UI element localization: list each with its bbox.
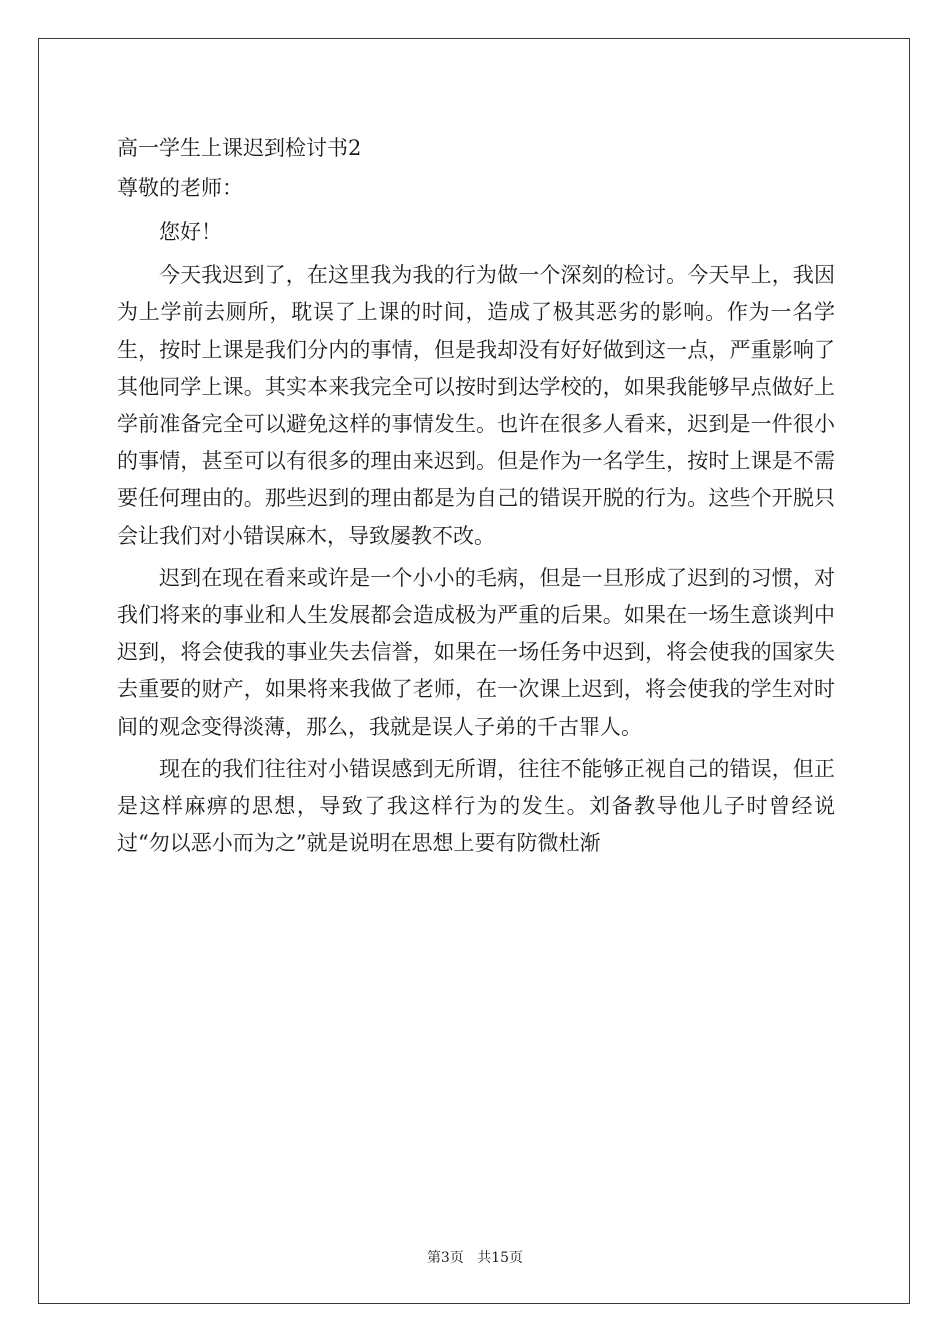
document-title: 高一学生上课迟到检讨书2	[117, 136, 362, 160]
footer-spacer	[464, 1250, 477, 1266]
salutation: 尊敬的老师：	[117, 176, 243, 200]
document-body	[117, 128, 835, 862]
greeting: 您好！	[159, 220, 222, 244]
page-number: 第3页	[426, 1250, 464, 1266]
paragraph-1: 今天我迟到了，在这里我为我的行为做一个深刻的检讨。今天早上，我因为上学前去厕所，耽误了上课的时间，造成了极其恶劣的影响。作为一名学生，按时上课是我们分内的事情，但是我却没有好好做到这一点，严重影响了其他同学上课。其实本来我完全可以按时到达学校的，如果我能够早点做好上学前准备完全可以避免这样的事情发生。也许在很多人看来，迟到是一件很小的事情，甚至可以有很多的理由来迟到。但是作为一名学生，按时上课是不需要任何理由的。那些迟到的理由都是为自己的错误开脱的行为。这些个开脱只会让我们对小错误麻木，导致屡教不改。	[117, 263, 835, 548]
paragraph-3: 现在的我们往往对小错误感到无所谓，往往不能够正视自己的错误，但正是这样麻痹的思想，导致了我这样行为的发生。刘备教导他儿子时曾经说过“勿以恶小而为之”就是说明在思想上要有防微杜渐	[117, 756, 835, 856]
page-footer	[0, 1247, 950, 1267]
page-total: 共15页	[477, 1250, 524, 1266]
paragraph-2: 迟到在现在看来或许是一个小小的毛病，但是一旦形成了迟到的习惯，对我们将来的事业和人生发展都会造成极为严重的后果。如果在一场生意谈判中迟到，将会使我的事业失去信誉，如果在一场任务中迟到，将会使我的国家失去重要的财产，如果将来我做了老师，在一次课上迟到，将会使我的学生对时间的观念变得淡薄，那么，我就是误人子弟的千古罪人。	[117, 565, 835, 739]
